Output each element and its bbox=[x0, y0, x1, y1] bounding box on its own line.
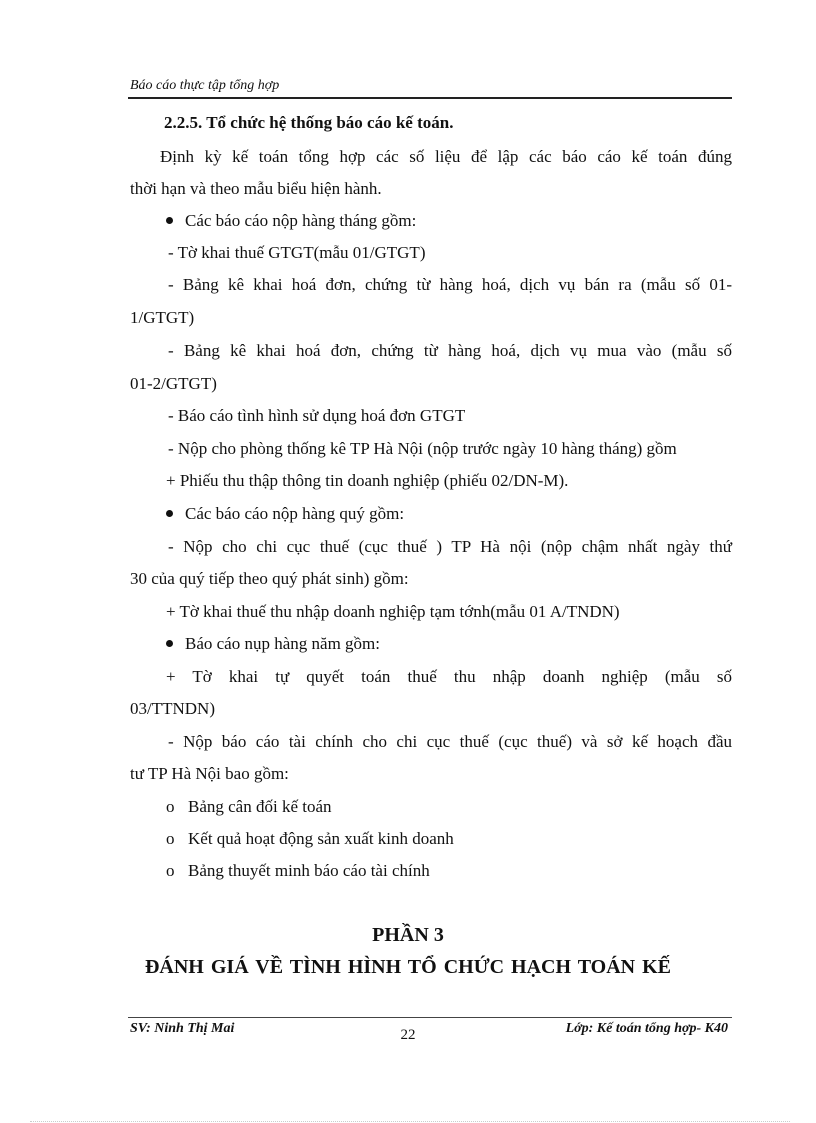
bullet-text: Báo cáo nụp hàng năm gồm: bbox=[185, 634, 380, 653]
sub-list-item bbox=[166, 796, 332, 818]
list-item: + Tờ khai tự quyết toán thuế thu nhập doanh nghiệp (mẫu số bbox=[166, 667, 732, 686]
footer-student: SV: Ninh Thị Mai bbox=[130, 1021, 235, 1036]
list-item: - Nộp cho chi cục thuế (cục thuế ) TP Hà nội (nộp chậm nhất ngày thứ bbox=[168, 537, 732, 556]
sub-list-text: Bảng cân đối kế toán bbox=[188, 797, 332, 816]
bullet-item-yearly bbox=[166, 633, 380, 655]
list-item: - Bảng kê khai hoá đơn, chứng từ hàng hoá, dịch vụ mua vào (mẫu số bbox=[168, 341, 732, 360]
list-item-continuation: 01-2/GTGT) bbox=[130, 374, 217, 393]
list-item-continuation: 1/GTGT) bbox=[130, 308, 195, 327]
footer-divider bbox=[128, 1017, 732, 1018]
section-heading: 2.2.5. Tổ chức hệ thống báo cáo kế toán. bbox=[164, 113, 454, 132]
list-item: + Tờ khai thuế thu nhập doanh nghiệp tạm tớnh(mẫu 01 A/TNDN) bbox=[166, 602, 620, 621]
footer-class: Lớp: Kế toán tổng hợp- K40 bbox=[565, 1021, 728, 1036]
list-item: - Tờ khai thuế GTGT(mẫu 01/GTGT) bbox=[168, 243, 426, 262]
sub-list-text: Kết quả hoạt động sản xuất kinh doanh bbox=[188, 829, 454, 848]
bullet-item-quarterly bbox=[166, 503, 404, 525]
sub-list-item bbox=[166, 828, 454, 850]
bullet-text: Các báo cáo nộp hàng tháng gồm: bbox=[185, 211, 417, 230]
circle-bullet-icon: o bbox=[166, 829, 175, 848]
list-item-continuation: 03/TTNDN) bbox=[130, 699, 215, 718]
intro-line-2: thời hạn và theo mẫu biểu hiện hành. bbox=[130, 179, 382, 198]
list-item: - Báo cáo tình hình sử dụng hoá đơn GTGT bbox=[168, 406, 466, 425]
circle-bullet-icon: o bbox=[166, 861, 175, 880]
bullet-dot-icon bbox=[166, 640, 173, 647]
header-title: Báo cáo thực tập tổng hợp bbox=[130, 78, 280, 93]
intro-line-1: Định kỳ kế toán tổng hợp các số liệu để lập các báo cáo kế toán đúng bbox=[160, 147, 732, 166]
part-title: ĐÁNH GIÁ VỀ TÌNH HÌNH TỔ CHỨC HẠCH TOÁN KẾ bbox=[144, 956, 672, 978]
list-item: - Nộp báo cáo tài chính cho chi cục thuế (cục thuế) và sở kế hoạch đầu bbox=[168, 732, 732, 751]
sub-list-item bbox=[166, 860, 430, 882]
list-item: - Nộp cho phòng thống kê TP Hà Nội (nộp trước ngày 10 hàng tháng) gồm bbox=[168, 439, 677, 458]
part-number: PHẦN 3 bbox=[372, 924, 444, 946]
page-number: 22 bbox=[400, 1027, 416, 1043]
bullet-dot-icon bbox=[166, 510, 173, 517]
list-item-continuation: 30 của quý tiếp theo quý phát sinh) gồm: bbox=[130, 569, 409, 588]
sub-list-text: Bảng thuyết minh báo cáo tài chính bbox=[188, 861, 430, 880]
page-edge-divider bbox=[30, 1121, 790, 1122]
bullet-item-monthly bbox=[166, 210, 416, 232]
page-header bbox=[128, 77, 732, 99]
list-item-continuation: tư TP Hà Nội bao gồm: bbox=[130, 764, 289, 783]
bullet-text: Các báo cáo nộp hàng quý gồm: bbox=[185, 504, 405, 523]
list-item: + Phiếu thu thập thông tin doanh nghiệp (phiếu 02/DN-M). bbox=[166, 471, 569, 490]
list-item: - Bảng kê khai hoá đơn, chứng từ hàng hoá, dịch vụ bán ra (mẫu số 01- bbox=[168, 275, 732, 294]
circle-bullet-icon: o bbox=[166, 797, 175, 816]
bullet-dot-icon bbox=[166, 217, 173, 224]
